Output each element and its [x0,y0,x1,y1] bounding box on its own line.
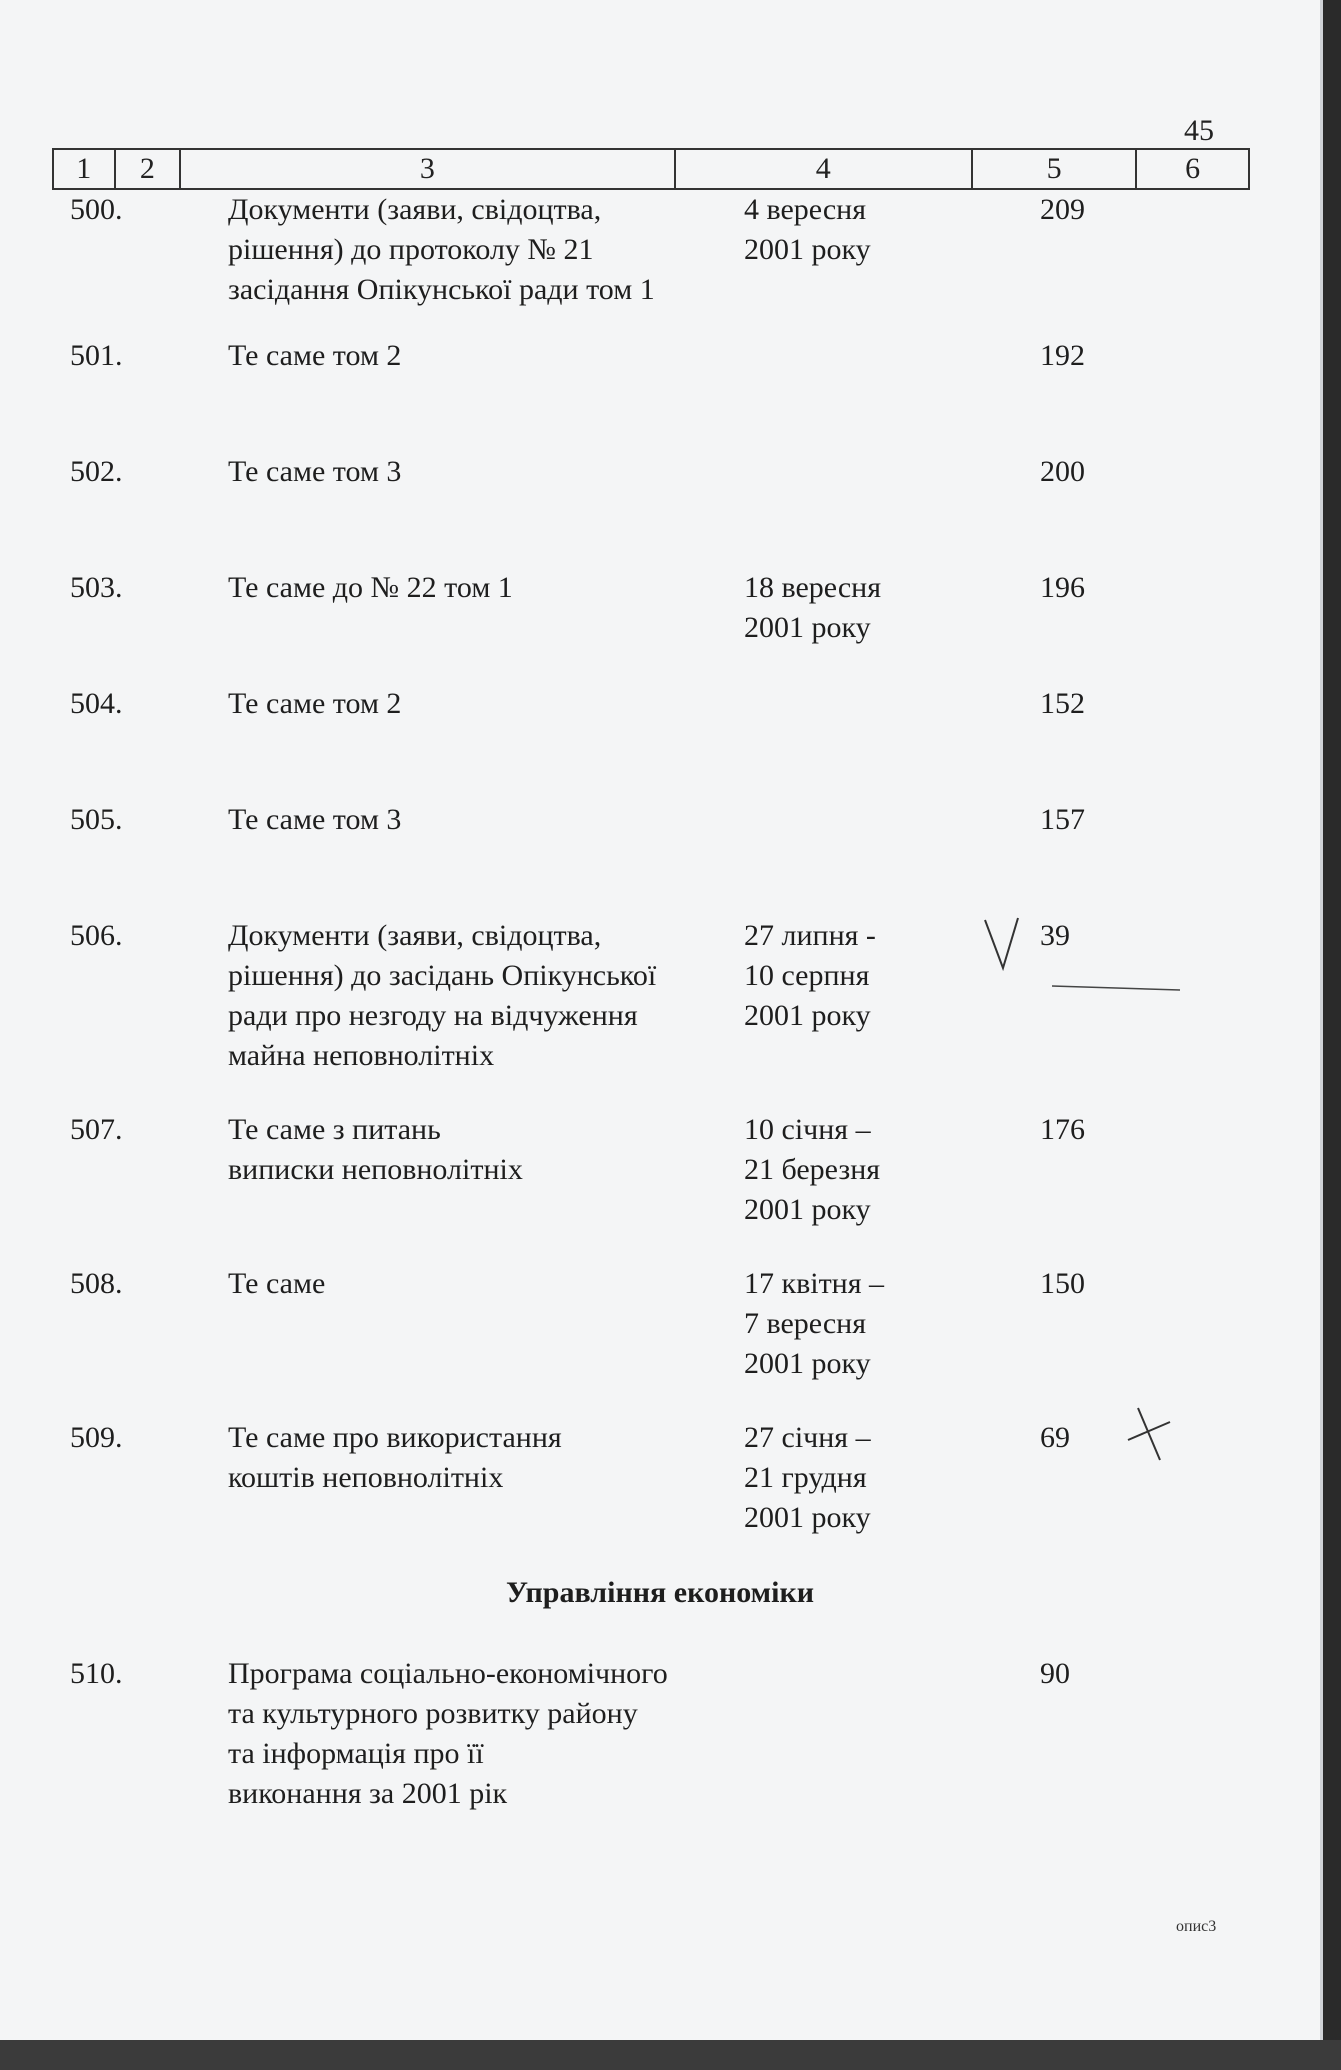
entry-number: 509. [70,1421,123,1454]
column-header-3: 3 [180,149,674,189]
entry-date-line: 4 вересня [744,193,867,226]
entry-number: 502. [70,455,123,488]
entry-date-line: 18 вересня [744,571,882,604]
entry-number: 508. [70,1267,123,1300]
column-header-4: 4 [675,149,972,189]
entry-sheet-count: 157 [1040,803,1085,836]
column-header-2: 2 [115,149,181,189]
entry-title-line: Те саме про використання [228,1421,562,1454]
entry-title-line: Те саме том 3 [228,803,402,836]
entry-title-line: Документи (заяви, свідоцтва, [228,193,602,226]
entry-title-line: ради про незгоду на відчуження [228,999,638,1032]
entry-number: 500. [70,193,123,226]
dash-mark-icon [1052,986,1180,990]
entry-sheet-count: 200 [1040,455,1085,488]
entry-title-line: Те саме до № 22 том 1 [228,571,513,604]
entry-number: 503. [70,571,123,604]
scanner-edge [0,2040,1341,2070]
entry-date-line: 17 квітня – [744,1267,885,1300]
entry-title-line: засідання Опікунської ради том 1 [228,273,655,306]
entry-title-line: Те саме том 2 [228,687,402,720]
entry-date-line: 2001 року [744,233,871,266]
entry-sheet-count: 196 [1040,571,1085,604]
entry-date-line: 2001 року [744,1347,871,1380]
entry-date-line: 2001 року [744,1501,871,1534]
entry-sheet-count: 90 [1040,1657,1070,1690]
column-header-5: 5 [972,149,1136,189]
entry-title-line: Те саме том 3 [228,455,402,488]
entry-sheet-count: 209 [1040,193,1085,226]
entry-title-line: Те саме [228,1267,326,1300]
entry-sheet-count: 39 [1040,919,1070,952]
entry-date-line: 27 липня - [744,919,876,952]
entry-title-line: виконання за 2001 рік [228,1777,508,1810]
entry-number: 507. [70,1113,123,1146]
entry-sheet-count: 192 [1040,339,1085,372]
entry-number: 506. [70,919,123,952]
entry-sheet-count: 69 [1040,1421,1070,1454]
entry-date-line: 21 грудня [744,1461,867,1494]
entry-date-line: 10 серпня [744,959,870,992]
entry-sheet-count: 176 [1040,1113,1085,1146]
entry-date-line: 2001 року [744,999,871,1032]
entry-title-line: Програма соціально-економічного [228,1657,668,1690]
entry-title-line: майна неповнолітніх [228,1039,495,1072]
cross-mark-icon [1128,1408,1170,1460]
entry-date-line: 10 січня – [744,1113,871,1146]
entry-title-line: виписки неповнолітніх [228,1153,523,1186]
section-heading: Управління економіки [505,1576,815,1609]
entry-title-line: Документи (заяви, свідоцтва, [228,919,602,952]
entry-sheet-count: 150 [1040,1267,1085,1300]
entry-sheet-count: 152 [1040,687,1085,720]
entry-number: 510. [70,1657,123,1690]
entry-date-line: 27 січня – [744,1421,871,1454]
entry-title-line: коштів неповнолітніх [228,1461,504,1494]
entry-number: 501. [70,339,123,372]
entry-title-line: та культурного розвитку району [228,1697,638,1730]
entry-date-line: 2001 року [744,611,871,644]
footer-code: опис3 [1176,1918,1217,1935]
entry-number: 504. [70,687,123,720]
entry-title-line: та інформація про її [228,1737,484,1770]
entry-title-line: рішення) до засідань Опікунської [228,959,657,992]
entry-title-line: Те саме том 2 [228,339,402,372]
page-number: 45 [1184,114,1214,147]
check-mark-icon [985,918,1018,968]
entry-date-line: 2001 року [744,1193,871,1226]
entry-date-line: 7 вересня [744,1307,867,1340]
entry-title-line: рішення) до протоколу № 21 [228,233,594,266]
entry-number: 505. [70,803,123,836]
entry-date-line: 21 березня [744,1153,881,1186]
column-header-1: 1 [53,149,115,189]
column-header-6: 6 [1136,149,1249,189]
entry-title-line: Те саме з питань [228,1113,441,1146]
